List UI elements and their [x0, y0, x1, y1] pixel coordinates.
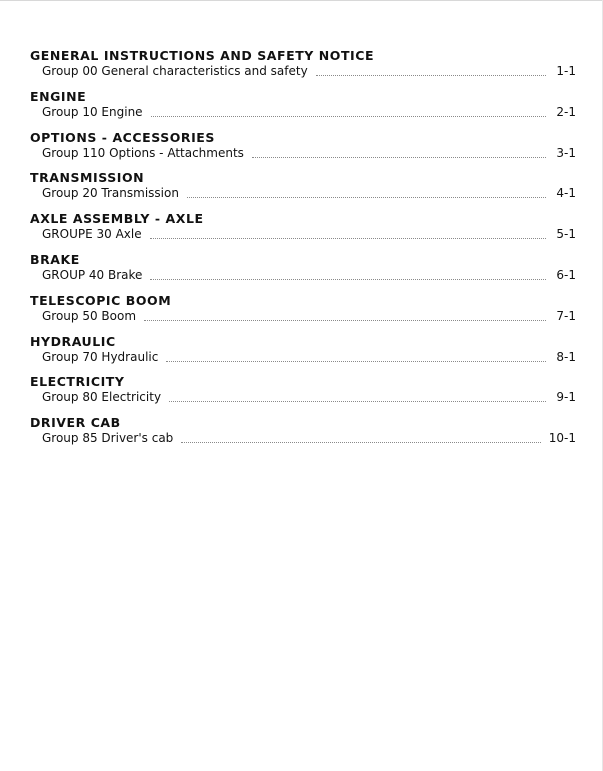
section-title: AXLE ASSEMBLY - AXLE [30, 211, 204, 227]
entry-page-number[interactable]: 7-1 [556, 308, 576, 323]
entry-label[interactable]: Group 70 Hydraulic [42, 349, 159, 364]
section-title: ELECTRICITY [30, 374, 125, 390]
entry-page-number[interactable]: 1-1 [556, 64, 576, 78]
toc-section-axle-assembly [30, 211, 576, 252]
dot-leader [252, 156, 546, 158]
table-of-contents [30, 48, 576, 456]
entry-label[interactable]: Group 00 General characteristics and safety [42, 64, 308, 78]
entry-label[interactable]: GROUPE 30 Axle [42, 227, 142, 242]
section-title: ENGINE [30, 88, 87, 104]
section-title: OPTIONS - ACCESSORIES [30, 129, 215, 145]
toc-entry-group-85[interactable] [30, 430, 576, 446]
entry-page-number[interactable]: 2-1 [556, 104, 576, 119]
toc-section-hydraulic [30, 334, 576, 375]
entry-page-number[interactable]: 9-1 [556, 390, 576, 405]
toc-entry-group-20[interactable] [30, 185, 576, 201]
toc-entry-group-10[interactable] [30, 104, 576, 120]
top-border [0, 0, 603, 1]
section-title: HYDRAULIC [30, 333, 116, 349]
entry-page-number[interactable]: 4-1 [556, 186, 576, 201]
entry-label[interactable]: Group 80 Electricity [42, 390, 162, 405]
entry-page-number[interactable]: 8-1 [556, 349, 576, 364]
entry-label[interactable]: Group 20 Transmission [42, 186, 179, 201]
toc-section-engine [30, 89, 576, 130]
entry-page-number[interactable]: 5-1 [556, 227, 576, 242]
section-title: GENERAL INSTRUCTIONS AND SAFETY NOTICE [30, 48, 375, 63]
toc-entry-group-80[interactable] [30, 389, 576, 405]
dot-leader [150, 278, 546, 280]
toc-section-driver-cab [30, 415, 576, 456]
dot-leader [181, 441, 540, 443]
entry-label[interactable]: Group 50 Boom [42, 308, 137, 323]
entry-page-number[interactable]: 10-1 [548, 431, 576, 446]
section-title: DRIVER CAB [30, 415, 121, 431]
toc-section-brake [30, 252, 576, 293]
entry-page-number[interactable]: 3-1 [556, 145, 576, 160]
dot-leader [169, 400, 546, 402]
dot-leader [151, 115, 546, 117]
toc-entry-group-00[interactable] [30, 63, 576, 79]
section-title: BRAKE [30, 251, 80, 267]
toc-section-options-accessories [30, 130, 576, 171]
toc-section-general-instructions [30, 48, 576, 89]
toc-section-electricity [30, 374, 576, 415]
entry-label[interactable]: Group 85 Driver's cab [42, 431, 174, 446]
section-title: TRANSMISSION [30, 170, 145, 186]
dot-leader [316, 74, 546, 76]
toc-entry-group-110[interactable] [30, 145, 576, 161]
toc-entry-group-50[interactable] [30, 308, 576, 324]
toc-entry-group-40[interactable] [30, 267, 576, 283]
dot-leader [187, 196, 546, 198]
toc-entry-group-30[interactable] [30, 226, 576, 242]
dot-leader [150, 237, 546, 239]
entry-page-number[interactable]: 6-1 [556, 267, 576, 282]
dot-leader [166, 360, 546, 362]
entry-label[interactable]: Group 110 Options - Attachments [42, 145, 244, 160]
entry-label[interactable]: GROUP 40 Brake [42, 267, 143, 282]
toc-section-transmission [30, 170, 576, 211]
toc-section-telescopic-boom [30, 293, 576, 334]
dot-leader [144, 319, 546, 321]
section-title: TELESCOPIC BOOM [30, 292, 172, 308]
toc-entry-group-70[interactable] [30, 349, 576, 365]
entry-label[interactable]: Group 10 Engine [42, 104, 143, 119]
